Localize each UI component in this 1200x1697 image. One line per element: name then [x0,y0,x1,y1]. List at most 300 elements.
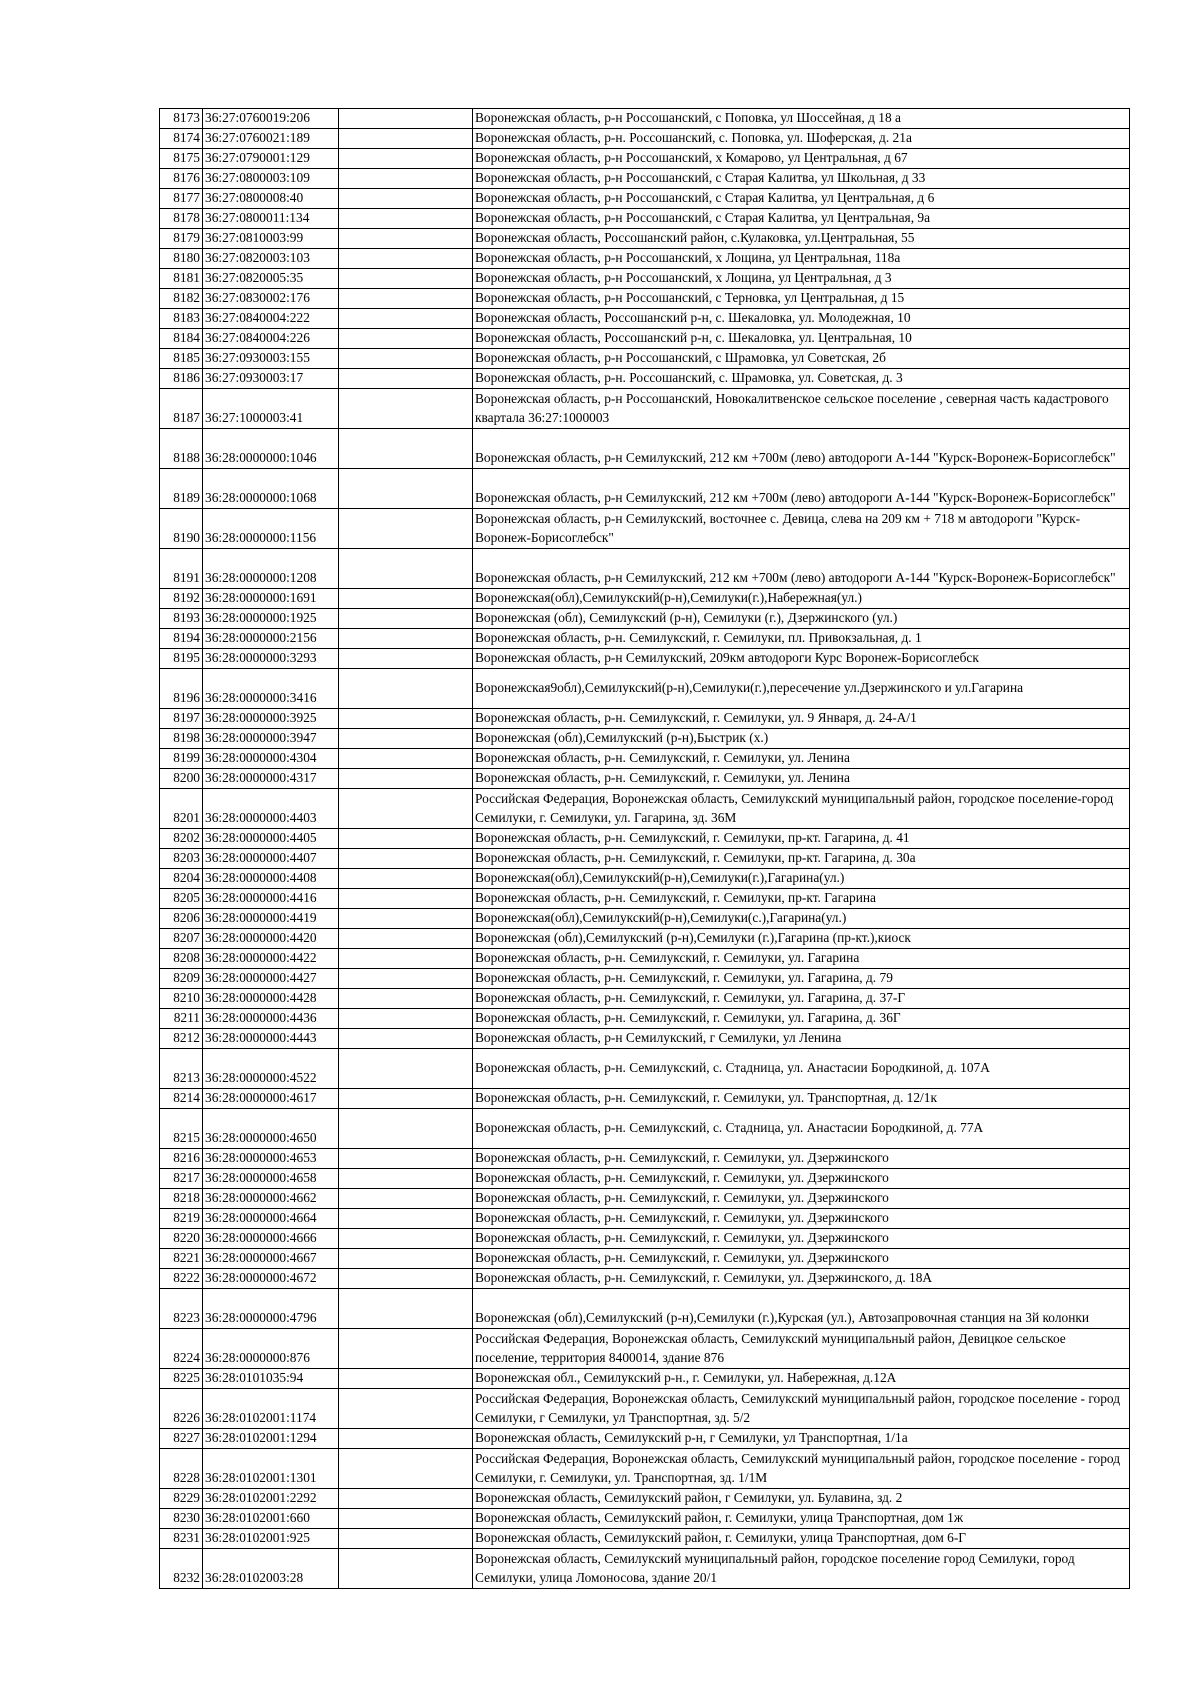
address-cell: Воронежская область, р-н. Семилукский, г. Семилуки, пр-кт. Гагарина, д. 30а [473,849,1130,869]
row-number-cell: 8175 [160,149,203,169]
cadastral-number-cell: 36:28:0000000:4408 [203,869,339,889]
table-row [160,189,1130,209]
row-number-cell: 8205 [160,889,203,909]
row-number-cell: 8225 [160,1369,203,1389]
row-number-cell: 8202 [160,829,203,849]
cadastral-number-cell: 36:28:0000000:4427 [203,969,339,989]
empty-cell [339,729,473,749]
cadastral-number-cell: 36:28:0000000:4522 [203,1049,339,1089]
table-row [160,369,1130,389]
cadastral-number-cell: 36:27:0810003:99 [203,229,339,249]
cadastral-number-cell: 36:28:0000000:4416 [203,889,339,909]
row-number-cell: 8213 [160,1049,203,1089]
address-cell: Воронежская область, р-н Россошанский, с Поповка, ул Шоссейная, д 18 а [473,109,1130,129]
table-row [160,169,1130,189]
row-number-cell: 8195 [160,649,203,669]
empty-cell [339,1509,473,1529]
cadastral-number-cell: 36:28:0000000:2156 [203,629,339,649]
row-number-cell: 8209 [160,969,203,989]
table-row [160,269,1130,289]
row-number-cell: 8232 [160,1549,203,1589]
table-row [160,509,1130,549]
cadastral-number-cell: 36:27:0820005:35 [203,269,339,289]
address-cell: Воронежская область, р-н Россошанский, с Старая Калитва, ул Школьная, д 33 [473,169,1130,189]
row-number-cell: 8229 [160,1489,203,1509]
address-cell: Воронежская (обл),Семилукский (р-н),Семилуки (г.),Курская (ул.), Автозапровочная станция на 3й колонки [473,1289,1130,1329]
cadastral-number-cell: 36:27:0790001:129 [203,149,339,169]
cadastral-number-cell: 36:28:0000000:4662 [203,1189,339,1209]
empty-cell [339,249,473,269]
empty-cell [339,1209,473,1229]
address-cell: Воронежская область, р-н. Семилукский, г. Семилуки, пл. Привокзальная, д. 1 [473,629,1130,649]
empty-cell [339,1529,473,1549]
cadastral-number-cell: 36:28:0000000:4419 [203,909,339,929]
table-row [160,669,1130,709]
address-cell: Воронежская область, р-н. Семилукский, г. Семилуки, пр-кт. Гагарина [473,889,1130,909]
table-row [160,149,1130,169]
address-cell: Воронежская область, р-н. Семилукский, г. Семилуки, ул. Ленина [473,749,1130,769]
row-number-cell: 8186 [160,369,203,389]
empty-cell [339,229,473,249]
row-number-cell: 8199 [160,749,203,769]
address-cell: Воронежская область, р-н. Семилукский, г. Семилуки, ул. Дзержинского [473,1189,1130,1209]
cadastral-number-cell: 36:28:0000000:1156 [203,509,339,549]
table-row [160,1249,1130,1269]
table-row [160,109,1130,129]
table-row [160,849,1130,869]
address-cell: Воронежская область, р-н. Семилукский, г. Семилуки, ул. Дзержинского, д. 18А [473,1269,1130,1289]
empty-cell [339,629,473,649]
row-number-cell: 8211 [160,1009,203,1029]
row-number-cell: 8176 [160,169,203,189]
address-cell: Российская Федерация, Воронежская область, Семилукский муниципальный район, городское поселение - город Семилуки, г Семилуки, ул Транспортная, зд. 5/2 [473,1389,1130,1429]
empty-cell [339,429,473,469]
cadastral-number-cell: 36:28:0000000:4403 [203,789,339,829]
table-row [160,889,1130,909]
empty-cell [339,289,473,309]
table-row [160,949,1130,969]
table-row [160,1389,1130,1429]
empty-cell [339,849,473,869]
cadastral-number-cell: 36:28:0000000:4650 [203,1109,339,1149]
empty-cell [339,1149,473,1169]
table-row [160,1289,1130,1329]
address-cell: Российская Федерация, Воронежская область, Семилукский муниципальный район, городское поселение-город Семилуки, г. Семилуки, ул. Гагарина, зд. 36М [473,789,1130,829]
cadastral-number-cell: 36:28:0000000:4436 [203,1009,339,1029]
row-number-cell: 8178 [160,209,203,229]
table-row [160,1509,1130,1529]
row-number-cell: 8219 [160,1209,203,1229]
cadastral-number-cell: 36:27:1000003:41 [203,389,339,429]
row-number-cell: 8188 [160,429,203,469]
address-cell: Воронежская область, р-н Россошанский, с Старая Калитва, ул Центральная, д 6 [473,189,1130,209]
cadastral-number-cell: 36:27:0820003:103 [203,249,339,269]
cadastral-number-cell: 36:27:0800008:40 [203,189,339,209]
address-cell: Воронежская (обл), Семилукский (р-н), Семилуки (г.), Дзержинского (ул.) [473,609,1130,629]
empty-cell [339,709,473,729]
table-row [160,1229,1130,1249]
row-number-cell: 8220 [160,1229,203,1249]
empty-cell [339,869,473,889]
row-number-cell: 8215 [160,1109,203,1149]
cadastral-number-cell: 36:27:0800011:134 [203,209,339,229]
row-number-cell: 8206 [160,909,203,929]
empty-cell [339,1329,473,1369]
table-row [160,249,1130,269]
table-row [160,1449,1130,1489]
address-cell: Воронежская область, Семилукский район, г Семилуки, ул. Булавина, зд. 2 [473,1489,1130,1509]
table-row [160,1489,1130,1509]
row-number-cell: 8196 [160,669,203,709]
address-cell: Воронежская область, р-н. Семилукский, г. Семилуки, ул. Транспортная, д. 12/1к [473,1089,1130,1109]
row-number-cell: 8179 [160,229,203,249]
address-cell: Российская Федерация, Воронежская область, Семилукский муниципальный район, городское поселение - город Семилуки, г. Семилуки, ул. Транспортная, зд. 1/1М [473,1449,1130,1489]
row-number-cell: 8198 [160,729,203,749]
cadastral-number-cell: 36:28:0000000:4658 [203,1169,339,1189]
address-cell: Воронежская область, р-н. Семилукский, г. Семилуки, ул. 9 Января, д. 24-А/1 [473,709,1130,729]
row-number-cell: 8231 [160,1529,203,1549]
table-row [160,129,1130,149]
table-row [160,1549,1130,1589]
row-number-cell: 8182 [160,289,203,309]
cadastral-number-cell: 36:28:0102001:1174 [203,1389,339,1429]
address-cell: Воронежская область, Россошанский район, с.Кулаковка, ул.Центральная, 55 [473,229,1130,249]
table-row [160,1209,1130,1229]
row-number-cell: 8227 [160,1429,203,1449]
cadastral-number-cell: 36:28:0000000:4428 [203,989,339,1009]
row-number-cell: 8185 [160,349,203,369]
row-number-cell: 8221 [160,1249,203,1269]
empty-cell [339,609,473,629]
cadastral-number-cell: 36:28:0000000:4666 [203,1229,339,1249]
row-number-cell: 8230 [160,1509,203,1529]
table-row [160,1169,1130,1189]
row-number-cell: 8203 [160,849,203,869]
empty-cell [339,949,473,969]
table-row [160,1269,1130,1289]
empty-cell [339,209,473,229]
cadastral-number-cell: 36:28:0000000:4796 [203,1289,339,1329]
table-row [160,309,1130,329]
row-number-cell: 8207 [160,929,203,949]
table-row [160,1049,1130,1089]
table-row [160,1529,1130,1549]
empty-cell [339,1269,473,1289]
address-cell: Воронежская область, р-н Семилукский, 212 км +700м (лево) автодороги А-144 "Курск-Воронеж-Борисоглебск" [473,429,1130,469]
table-row [160,749,1130,769]
empty-cell [339,969,473,989]
row-number-cell: 8226 [160,1389,203,1429]
address-cell: Воронежская обл., Семилукский р-н., г. Семилуки, ул. Набережная, д.12А [473,1369,1130,1389]
empty-cell [339,269,473,289]
cadastral-number-cell: 36:28:0000000:3925 [203,709,339,729]
empty-cell [339,1029,473,1049]
cadastral-number-cell: 36:28:0102001:1294 [203,1429,339,1449]
row-number-cell: 8212 [160,1029,203,1049]
address-cell: Воронежская(обл),Семилукский(р-н),Семилуки(с.),Гагарина(ул.) [473,909,1130,929]
table-row [160,829,1130,849]
address-cell: Воронежская область, Семилукский район, г. Семилуки, улица Транспортная, дом 6-Г [473,1529,1130,1549]
cadastral-number-cell: 36:28:0000000:1691 [203,589,339,609]
table-row [160,869,1130,889]
address-cell: Воронежская область, р-н. Семилукский, г. Семилуки, ул. Гагарина, д. 36Г [473,1009,1130,1029]
cadastral-number-cell: 36:28:0000000:4443 [203,1029,339,1049]
row-number-cell: 8224 [160,1329,203,1369]
empty-cell [339,369,473,389]
row-number-cell: 8208 [160,949,203,969]
table-row [160,329,1130,349]
cadastral-number-cell: 36:28:0000000:876 [203,1329,339,1369]
empty-cell [339,189,473,209]
cadastral-number-cell: 36:28:0000000:4420 [203,929,339,949]
cadastral-number-cell: 36:27:0840004:222 [203,309,339,329]
cadastral-number-cell: 36:28:0102003:28 [203,1549,339,1589]
row-number-cell: 8228 [160,1449,203,1489]
address-cell: Воронежская область, р-н Семилукский, 212 км +700м (лево) автодороги А-144 "Курск-Воронеж-Борисоглебск" [473,469,1130,509]
empty-cell [339,1289,473,1329]
address-cell: Воронежская область, р-н. Семилукский, с. Стадница, ул. Анастасии Бородкиной, д. 107А [473,1049,1130,1089]
table-row [160,1149,1130,1169]
table-row [160,709,1130,729]
cadastral-number-cell: 36:28:0000000:4407 [203,849,339,869]
table-row [160,909,1130,929]
cadastral-number-cell: 36:27:0760021:189 [203,129,339,149]
row-number-cell: 8214 [160,1089,203,1109]
table-row [160,1109,1130,1149]
address-cell: Воронежская область, р-н Россошанский, Новокалитвенское сельское поселение , северная часть кадастрового квартала 36:27:1000003 [473,389,1130,429]
row-number-cell: 8204 [160,869,203,889]
cadastral-number-cell: 36:28:0000000:4422 [203,949,339,969]
address-cell: Воронежская область, р-н Семилукский, 212 км +700м (лево) автодороги А-144 "Курск-Воронеж-Борисоглебск" [473,549,1130,589]
table-row [160,1029,1130,1049]
cadastral-number-cell: 36:28:0000000:4653 [203,1149,339,1169]
address-cell: Воронежская область, р-н. Семилукский, с. Стадница, ул. Анастасии Бородкиной, д. 77А [473,1109,1130,1149]
empty-cell [339,749,473,769]
empty-cell [339,349,473,369]
address-cell: Воронежская область, р-н Россошанский, х Лощина, ул Центральная, 118а [473,249,1130,269]
empty-cell [339,1089,473,1109]
row-number-cell: 8187 [160,389,203,429]
address-cell: Воронежская область, р-н. Семилукский, г. Семилуки, ул. Дзержинского [473,1229,1130,1249]
cadastral-number-cell: 36:28:0000000:4664 [203,1209,339,1229]
cadastral-number-cell: 36:27:0760019:206 [203,109,339,129]
row-number-cell: 8184 [160,329,203,349]
empty-cell [339,1489,473,1509]
row-number-cell: 8197 [160,709,203,729]
cadastral-number-cell: 36:27:0830002:176 [203,289,339,309]
table-row [160,289,1130,309]
row-number-cell: 8181 [160,269,203,289]
cadastral-number-cell: 36:28:0102001:925 [203,1529,339,1549]
registry-table-body [160,109,1130,1589]
cadastral-number-cell: 36:28:0000000:4317 [203,769,339,789]
table-row [160,429,1130,469]
address-cell: Воронежская (обл),Семилукский (р-н),Быстрик (х.) [473,729,1130,749]
empty-cell [339,309,473,329]
table-row [160,469,1130,509]
address-cell: Воронежская область, р-н. Семилукский, г. Семилуки, ул. Гагарина [473,949,1130,969]
cadastral-number-cell: 36:28:0102001:1301 [203,1449,339,1489]
address-cell: Воронежская область, р-н. Семилукский, г. Семилуки, ул. Дзержинского [473,1249,1130,1269]
empty-cell [339,389,473,429]
table-row [160,1089,1130,1109]
empty-cell [339,1449,473,1489]
table-row [160,1189,1130,1209]
row-number-cell: 8177 [160,189,203,209]
empty-cell [339,1109,473,1149]
empty-cell [339,1169,473,1189]
cadastral-number-cell: 36:28:0102001:2292 [203,1489,339,1509]
table-row [160,1429,1130,1449]
cadastral-number-cell: 36:27:0840004:226 [203,329,339,349]
cadastral-number-cell: 36:28:0000000:4617 [203,1089,339,1109]
cadastral-number-cell: 36:27:0930003:17 [203,369,339,389]
address-cell: Воронежская область, р-н Семилукский, г Семилуки, ул Ленина [473,1029,1130,1049]
cadastral-number-cell: 36:28:0102001:660 [203,1509,339,1529]
cadastral-number-cell: 36:28:0000000:3293 [203,649,339,669]
address-cell: Воронежская область, р-н Семилукский, 209км автодороги Курс Воронеж-Борисоглебск [473,649,1130,669]
address-cell: Воронежская область, р-н. Семилукский, г. Семилуки, ул. Гагарина, д. 79 [473,969,1130,989]
address-cell: Воронежская область, Семилукский р-н, г Семилуки, ул Транспортная, 1/1а [473,1429,1130,1449]
row-number-cell: 8173 [160,109,203,129]
empty-cell [339,669,473,709]
empty-cell [339,1429,473,1449]
cadastral-number-cell: 36:28:0000000:4304 [203,749,339,769]
row-number-cell: 8201 [160,789,203,829]
address-cell: Воронежская область, р-н Россошанский, с Старая Калитва, ул Центральная, 9а [473,209,1130,229]
table-row [160,589,1130,609]
empty-cell [339,109,473,129]
cadastral-number-cell: 36:27:0800003:109 [203,169,339,189]
cadastral-number-cell: 36:28:0000000:1208 [203,549,339,589]
table-row [160,549,1130,589]
row-number-cell: 8223 [160,1289,203,1329]
row-number-cell: 8174 [160,129,203,149]
table-row [160,389,1130,429]
cadastral-number-cell: 36:28:0000000:4672 [203,1269,339,1289]
empty-cell [339,329,473,349]
empty-cell [339,129,473,149]
table-row [160,1009,1130,1029]
address-cell: Воронежская область, р-н. Семилукский, г. Семилуки, ул. Дзержинского [473,1149,1130,1169]
address-cell: Воронежская область, р-н. Россошанский, с. Поповка, ул. Шоферская, д. 21а [473,129,1130,149]
address-cell: Воронежская область, р-н. Семилукский, г. Семилуки, пр-кт. Гагарина, д. 41 [473,829,1130,849]
empty-cell [339,1249,473,1269]
empty-cell [339,889,473,909]
table-row [160,929,1130,949]
address-cell: Воронежская область, р-н. Семилукский, г. Семилуки, ул. Дзержинского [473,1169,1130,1189]
row-number-cell: 8217 [160,1169,203,1189]
address-cell: Воронежская область, р-н Россошанский, х Лощина, ул Центральная, д 3 [473,269,1130,289]
table-row [160,1329,1130,1369]
empty-cell [339,929,473,949]
table-row [160,209,1130,229]
cadastral-number-cell: 36:28:0000000:4667 [203,1249,339,1269]
empty-cell [339,549,473,589]
table-row [160,609,1130,629]
address-cell: Воронежская область, р-н. Семилукский, г. Семилуки, ул. Дзержинского [473,1209,1130,1229]
table-row [160,729,1130,749]
address-cell: Воронежская область, р-н. Семилукский, г. Семилуки, ул. Ленина [473,769,1130,789]
row-number-cell: 8218 [160,1189,203,1209]
table-row [160,989,1130,1009]
cadastral-number-cell: 36:28:0101035:94 [203,1369,339,1389]
cadastral-number-cell: 36:28:0000000:3416 [203,669,339,709]
empty-cell [339,169,473,189]
row-number-cell: 8192 [160,589,203,609]
empty-cell [339,589,473,609]
empty-cell [339,469,473,509]
cadastral-number-cell: 36:28:0000000:4405 [203,829,339,849]
table-row [160,649,1130,669]
empty-cell [339,909,473,929]
cadastral-number-cell: 36:28:0000000:1925 [203,609,339,629]
address-cell: Российская Федерация, Воронежская область, Семилукский муниципальный район, Девицкое сельское поселение, территория 8400014, здание 876 [473,1329,1130,1369]
empty-cell [339,1189,473,1209]
row-number-cell: 8222 [160,1269,203,1289]
table-row [160,629,1130,649]
row-number-cell: 8194 [160,629,203,649]
row-number-cell: 8190 [160,509,203,549]
row-number-cell: 8200 [160,769,203,789]
empty-cell [339,1549,473,1589]
row-number-cell: 8189 [160,469,203,509]
cadastral-number-cell: 36:28:0000000:3947 [203,729,339,749]
empty-cell [339,649,473,669]
row-number-cell: 8210 [160,989,203,1009]
row-number-cell: 8183 [160,309,203,329]
address-cell: Воронежская(обл),Семилукский(р-н),Семилуки(г.),Гагарина(ул.) [473,869,1130,889]
empty-cell [339,789,473,829]
cadastral-number-cell: 36:28:0000000:1068 [203,469,339,509]
empty-cell [339,509,473,549]
table-row [160,969,1130,989]
row-number-cell: 8216 [160,1149,203,1169]
empty-cell [339,1229,473,1249]
table-row [160,1369,1130,1389]
address-cell: Воронежская область, р-н Россошанский, с Терновка, ул Центральная, д 15 [473,289,1130,309]
row-number-cell: 8180 [160,249,203,269]
table-row [160,789,1130,829]
empty-cell [339,1389,473,1429]
table-row [160,229,1130,249]
address-cell: Воронежская(обл),Семилукский(р-н),Семилуки(г.),Набережная(ул.) [473,589,1130,609]
address-cell: Воронежская область, Семилукский муниципальный район, городское поселение город Семилуки, город Семилуки, улица Ломоносова, здание 20/1 [473,1549,1130,1589]
empty-cell [339,1049,473,1089]
cadastral-number-cell: 36:27:0930003:155 [203,349,339,369]
address-cell: Воронежская область, р-н Россошанский, с Шрамовка, ул Советская, 2б [473,349,1130,369]
address-cell: Воронежская область, Семилукский район, г. Семилуки, улица Транспортная, дом 1ж [473,1509,1130,1529]
document-page [159,108,1130,1589]
empty-cell [339,149,473,169]
table-row [160,769,1130,789]
address-cell: Воронежская область, Россошанский р-н, с. Шекаловка, ул. Молодежная, 10 [473,309,1130,329]
empty-cell [339,1009,473,1029]
empty-cell [339,769,473,789]
address-cell: Воронежская область, р-н Семилукский, восточнее с. Девица, слева на 209 км + 718 м автодороги "Курск-Воронеж-Борисоглебск" [473,509,1130,549]
table-row [160,349,1130,369]
address-cell: Воронежская область, р-н Россошанский, х Комарово, ул Центральная, д 67 [473,149,1130,169]
cadastral-number-cell: 36:28:0000000:1046 [203,429,339,469]
row-number-cell: 8191 [160,549,203,589]
address-cell: Воронежская (обл),Семилукский (р-н),Семилуки (г.),Гагарина (пр-кт.),киоск [473,929,1130,949]
empty-cell [339,1369,473,1389]
registry-table [159,108,1130,1589]
address-cell: Воронежская область, р-н. Россошанский, с. Шрамовка, ул. Советская, д. 3 [473,369,1130,389]
row-number-cell: 8193 [160,609,203,629]
address-cell: Воронежская область, Россошанский р-н, с. Шекаловка, ул. Центральная, 10 [473,329,1130,349]
address-cell: Воронежская9обл),Семилукский(р-н),Семилуки(г.),пересечение ул.Дзержинского и ул.Гагарина [473,669,1130,709]
